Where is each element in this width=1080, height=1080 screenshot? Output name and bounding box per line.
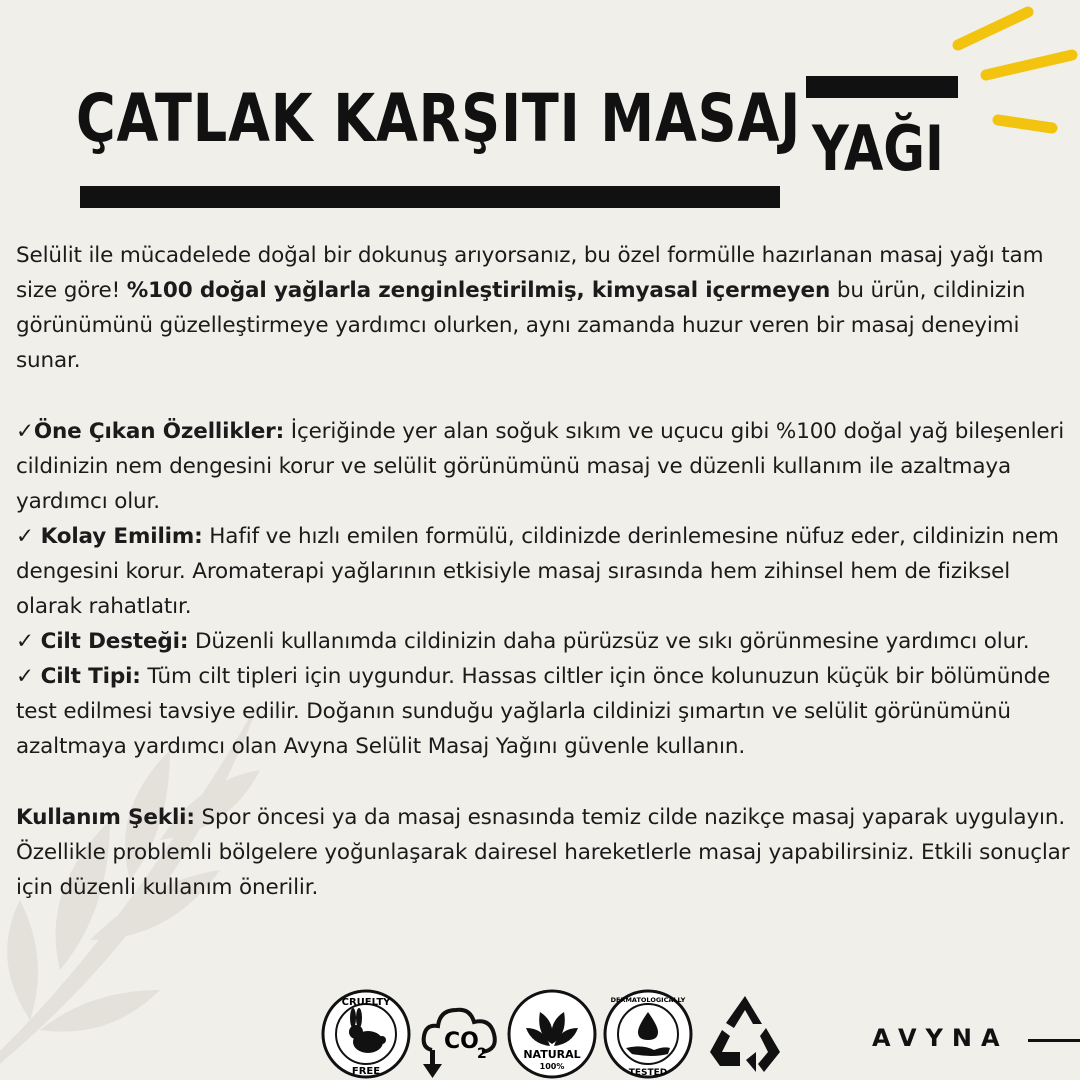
cruelty-free-badge bbox=[320, 988, 412, 1080]
svg-text:CO: CO bbox=[444, 1029, 479, 1054]
dermatologically-tested-badge bbox=[602, 988, 694, 1080]
description-content bbox=[16, 238, 1074, 905]
feature-item: ✓ Cilt Desteği: Düzenli kullanımda cildinizin daha pürüzsüz ve sıkı görünmesine yardımcı olur. bbox=[16, 629, 1030, 654]
feature-label: Cilt Desteği: bbox=[40, 629, 189, 654]
title-main: ÇATLAK KARŞITI MASAJ bbox=[76, 80, 802, 157]
title-underline-bar bbox=[80, 186, 780, 208]
svg-text:DERMATOLOGICALLY: DERMATOLOGICALLY bbox=[610, 996, 686, 1004]
co2-badge bbox=[420, 988, 500, 1080]
feature-label: Kolay Emilim: bbox=[40, 524, 203, 549]
sunburst-icon bbox=[940, 0, 1080, 150]
svg-text:TESTED: TESTED bbox=[628, 1068, 668, 1078]
svg-text:NATURAL: NATURAL bbox=[523, 1048, 581, 1061]
feature-item: ✓Öne Çıkan Özellikler: İçeriğinde yer alan soğuk sıkım ve uçucu gibi %100 doğal yağ bileşenleri cildinizin nem dengesini korur ve selülit görünümünü masaj ve düzenli kullanım ile azaltmaya yardımcı olur. bbox=[16, 419, 1065, 514]
svg-text:CRUELTY: CRUELTY bbox=[341, 997, 391, 1008]
brand-logo: AVYNA bbox=[872, 1024, 1009, 1052]
feature-label: Cilt Tipi: bbox=[40, 664, 141, 689]
feature-item: ✓ Kolay Emilim: Hafif ve hızlı emilen formülü, cildinizde derinlemesine nüfuz eder, cildinizin nem dengesini korur. Aromaterapi yağlarının etkisiyle masaj sırasında hem zihinsel hem de fiziksel olarak rahatlatır. bbox=[16, 524, 1059, 619]
feature-item: ✓ Cilt Tipi: Tüm cilt tipleri için uygundur. Hassas ciltler için önce kolunuzun küçük bir bölümünde test edilmesi tavsiye edilir. Doğanın sunduğu yağlarla cildinizi şımartın ve selülit görünümünü azaltmaya yardımcı olan Avyna Selülit Masaj Yağını güvenle kullanın. bbox=[16, 664, 1051, 759]
usage-paragraph: Kullanım Şekli: Spor öncesi ya da masaj esnasında temiz cilde nazikçe masaj yaparak uygulayın. Özellikle problemli bölgelere yoğunlaşarak dairesel hareketlerle masaj yapabilirsiniz. Etkili sonuçlar için düzenli kullanım önerilir. bbox=[16, 805, 1070, 900]
natural-badge bbox=[506, 988, 598, 1080]
usage-label: Kullanım Şekli: bbox=[16, 805, 195, 830]
down-arrow-icon bbox=[423, 1050, 442, 1078]
certification-badges bbox=[320, 988, 800, 1080]
svg-text:FREE: FREE bbox=[351, 1066, 381, 1077]
check-icon: ✓ bbox=[16, 629, 41, 654]
recycle-icon bbox=[700, 988, 790, 1080]
brand-underline bbox=[1028, 1039, 1080, 1042]
intro-paragraph: Selülit ile mücadelede doğal bir dokunuş arıyorsanız, bu özel formülle hazırlanan masaj yağı tam size göre! %100 doğal yağlarla zenginleştirilmiş, kimyasal içermeyen bu ürün, cildinizin görünümünü güzelleştirmeye yardımcı olurken, aynı zamanda huzur veren bir masaj deneyimi sunar. bbox=[16, 243, 1044, 373]
check-icon: ✓ bbox=[16, 524, 41, 549]
check-icon: ✓ bbox=[16, 419, 34, 444]
title-top-bar bbox=[806, 76, 958, 98]
svg-text:2: 2 bbox=[477, 1046, 487, 1062]
svg-text:100%: 100% bbox=[539, 1062, 565, 1071]
check-icon: ✓ bbox=[16, 664, 41, 689]
title-secondary: YAĞI bbox=[812, 112, 944, 185]
feature-label: Öne Çıkan Özellikler: bbox=[33, 419, 285, 444]
